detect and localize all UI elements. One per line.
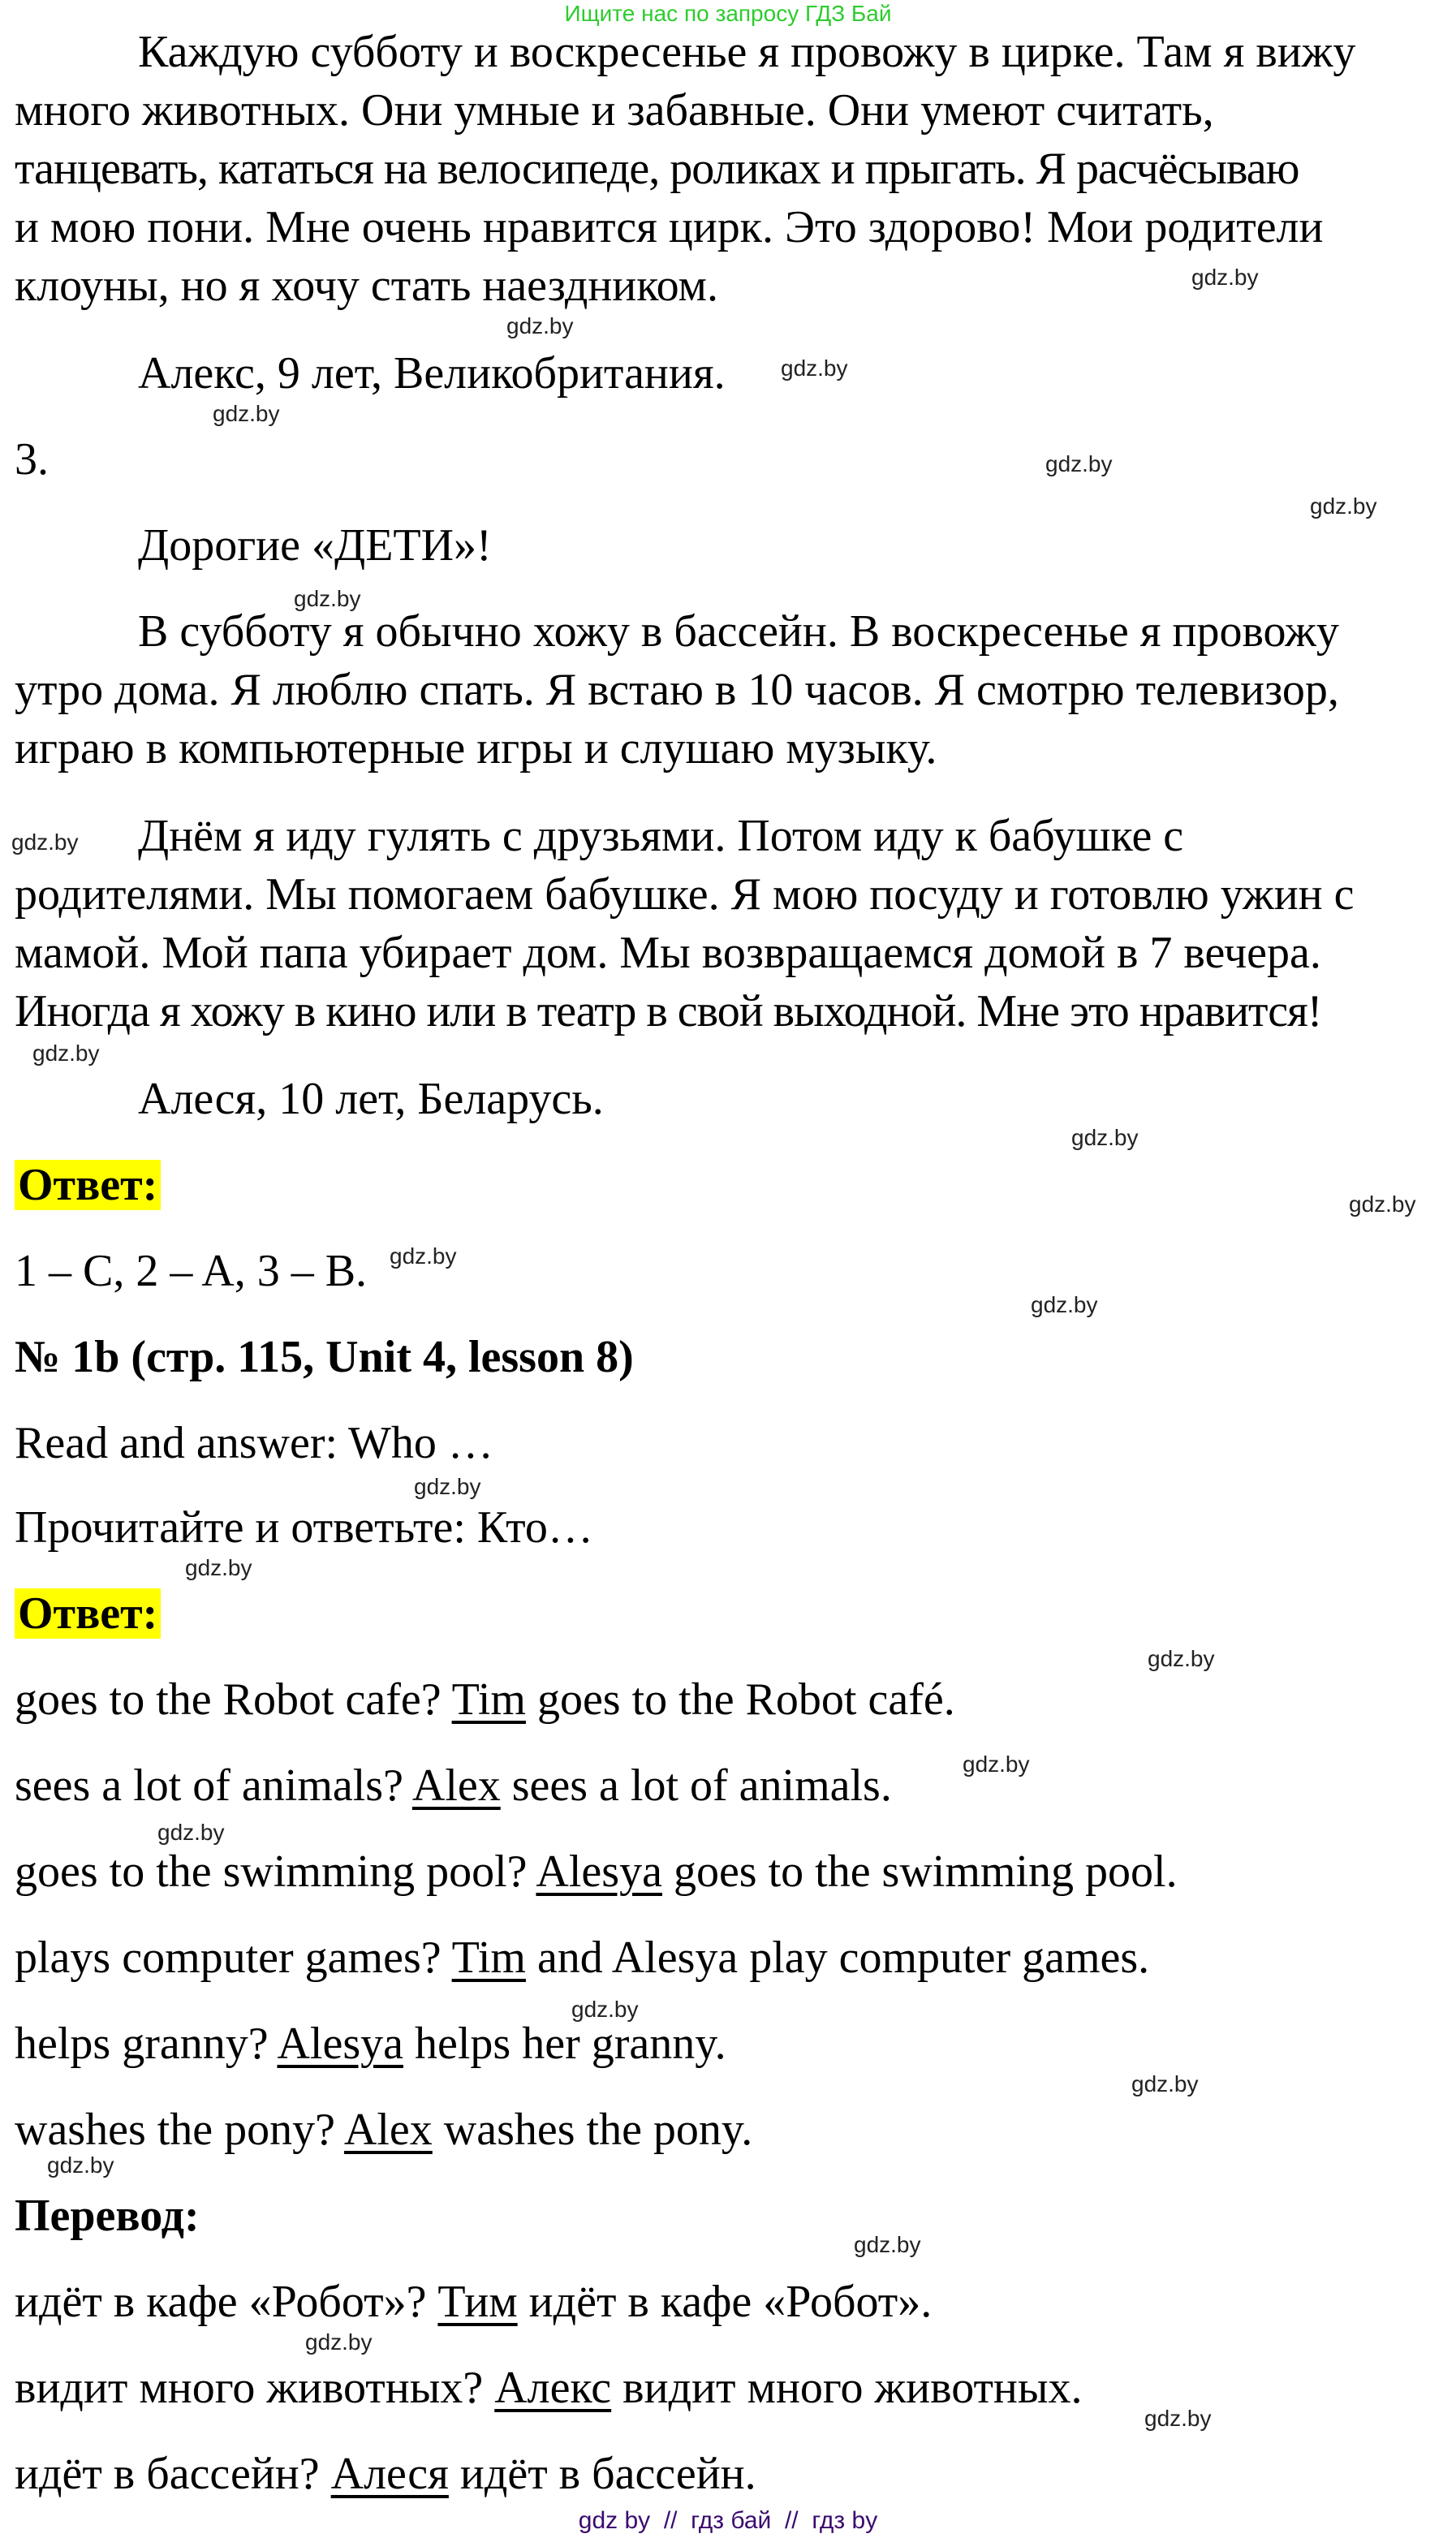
paragraph-line: В субботу я обычно хожу в бассейн. В воскресенье я провожу (138, 606, 1339, 657)
watermark: gdz.by (1071, 1125, 1139, 1150)
watermark: gdz.by (854, 2232, 921, 2257)
instruction-en: Read and answer: Who … (15, 1418, 493, 1468)
task-title: № 1b (стр. 115, Unit 4, lesson 8) (15, 1332, 634, 1382)
watermark: gdz.by (1031, 1292, 1098, 1317)
answer-text: 1 – C, 2 – A, 3 – B. (15, 1246, 368, 1296)
paragraph-line: танцевать, кататься на велосипеде, роликах и прыгать. Я расчёсываю (15, 144, 1299, 194)
paragraph-line: много животных. Они умные и забавные. Они умеют считать, (15, 85, 1214, 136)
underlined-name: Алеся (330, 2449, 449, 2499)
answer-item (15, 1928, 1149, 1987)
underlined-name: Alesya (277, 2019, 403, 2069)
underlined-name: Alex (343, 2105, 433, 2155)
answer-item (15, 1756, 892, 1815)
question: sees a lot of animals? (15, 1760, 412, 1811)
answer-rest: видит много животных. (611, 2363, 1083, 2413)
translation-item (15, 2359, 1083, 2417)
signature: Алекс, 9 лет, Великобритания. (138, 348, 726, 399)
watermark: gdz.by (781, 355, 848, 381)
watermark: gdz.by (1148, 1646, 1215, 1671)
underlined-name: Alesya (536, 1846, 662, 1897)
watermark: gdz.by (1191, 265, 1259, 290)
paragraph-line: утро дома. Я люблю спать. Я встаю в 10 часов. Я смотрю телевизор, (15, 665, 1339, 715)
search-hint-banner: Ищите нас по запросу ГДЗ Бай (564, 1, 892, 26)
answer-rest: goes to the swimming pool. (661, 1846, 1178, 1897)
watermark: gdz.by (294, 586, 361, 611)
paragraph-line: Иногда я хожу в кино или в театр в свой выходной. Мне это нравится! (15, 986, 1322, 1036)
answer-label: Ответ: (15, 1588, 161, 1639)
question: plays computer games? (15, 1933, 452, 1983)
answer-item (15, 1670, 955, 1729)
answer-rest: goes to the Robot café. (525, 1674, 955, 1725)
question: helps granny? (15, 2019, 278, 2069)
watermark: gdz.by (390, 1243, 457, 1269)
paragraph-line: играю в компьютерные игры и слушаю музыку. (15, 723, 937, 773)
answer-rest: washes the pony. (432, 2105, 753, 2155)
question: washes the pony? (15, 2105, 344, 2155)
paragraph-line: клоуны, но я хочу стать наездником. (15, 261, 718, 311)
question: идёт в бассейн? (15, 2449, 331, 2499)
watermark: gdz.by (32, 1041, 100, 1066)
question: goes to the Robot cafe? (15, 1674, 452, 1725)
translation-item (15, 2445, 756, 2503)
instruction-ru: Прочитайте и ответьте: Кто… (15, 1502, 593, 1553)
question: goes to the swimming pool? (15, 1846, 536, 1897)
watermark: gdz.by (157, 1820, 225, 1845)
answer-rest: идёт в кафе «Робот». (517, 2277, 933, 2327)
watermark: gdz.by (1310, 493, 1377, 519)
paragraph-line: Днём я иду гулять с друзьями. Потом иду к бабушке с (138, 811, 1184, 861)
answer-item (15, 2014, 726, 2073)
footer-links: gdz by // гдз бай // гдз by (578, 2507, 878, 2534)
watermark: gdz.by (963, 1752, 1030, 1777)
greeting: Дорогие «ДЕТИ»! (138, 520, 492, 571)
underlined-name: Tim (451, 1933, 526, 1983)
translation-item (15, 2273, 932, 2331)
answer-item (15, 1842, 1178, 1901)
watermark: gdz.by (1349, 1191, 1416, 1217)
watermark: gdz.by (47, 2152, 114, 2178)
answer-rest: sees a lot of animals. (500, 1760, 892, 1811)
translation-label: Перевод: (15, 2191, 200, 2241)
watermark: gdz.by (11, 829, 79, 855)
watermark: gdz.by (213, 401, 280, 426)
underlined-name: Алекс (494, 2363, 612, 2413)
signature: Алеся, 10 лет, Беларусь. (138, 1074, 604, 1124)
watermark: gdz.by (571, 1997, 639, 2022)
question: видит много животных? (15, 2363, 495, 2413)
paragraph-line: мамой. Мой папа убирает дом. Мы возвращаемся домой в 7 вечера. (15, 928, 1321, 978)
watermark: gdz.by (185, 1555, 252, 1580)
answer-label: Ответ: (15, 1160, 161, 1210)
watermark: gdz.by (506, 313, 574, 338)
answer-rest: helps her granny. (403, 2019, 726, 2069)
watermark: gdz.by (305, 2329, 373, 2355)
answer-item (15, 2101, 752, 2159)
paragraph-line: и мою пони. Мне очень нравится цирк. Это здорово! Мои родители (15, 202, 1324, 252)
answer-rest: идёт в бассейн. (448, 2449, 756, 2499)
paragraph-line: Каждую субботу и воскресенье я провожу в цирке. Там я вижу (138, 27, 1356, 77)
underlined-name: Тим (437, 2277, 518, 2327)
underlined-name: Alex (411, 1760, 501, 1811)
watermark: gdz.by (414, 1474, 481, 1499)
paragraph-line: родителями. Мы помогаем бабушке. Я мою посуду и готовлю ужин с (15, 869, 1355, 920)
letter-number: 3. (15, 434, 49, 485)
question: идёт в кафе «Робот»? (15, 2277, 438, 2327)
watermark: gdz.by (1131, 2071, 1199, 2096)
answer-rest: and Alesya play computer games. (525, 1933, 1150, 1983)
watermark: gdz.by (1144, 2406, 1212, 2431)
watermark: gdz.by (1045, 451, 1113, 476)
underlined-name: Tim (451, 1674, 526, 1725)
